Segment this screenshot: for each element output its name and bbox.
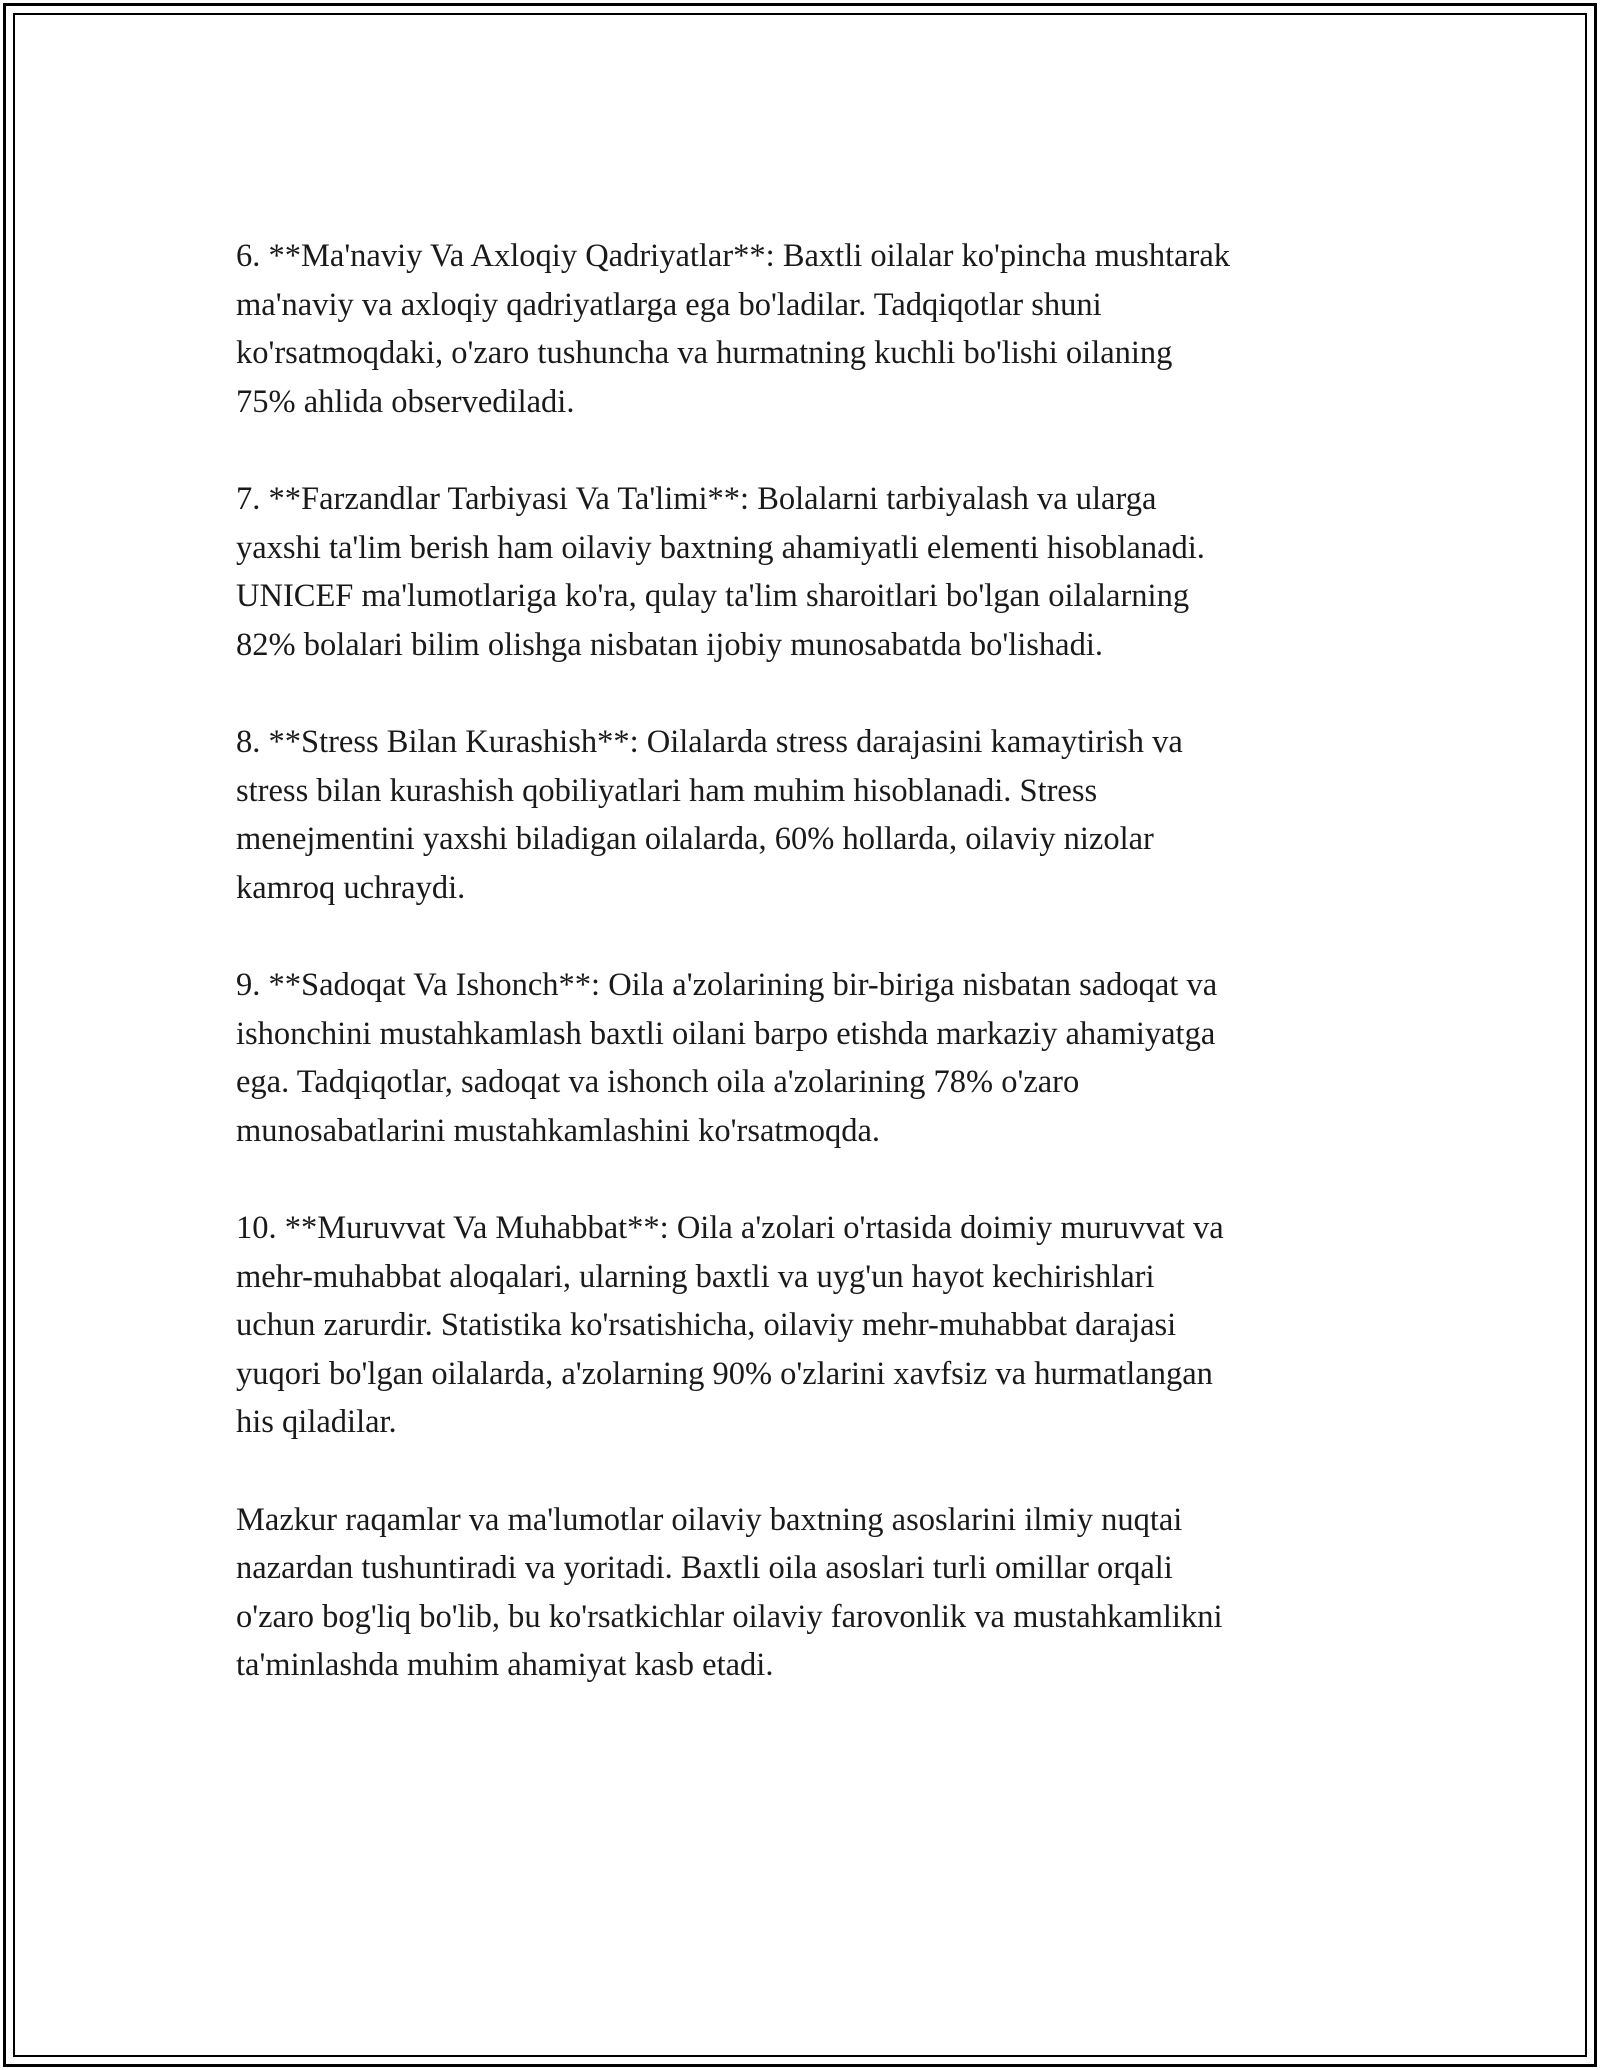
paragraph-item-6: 6. **Ma'naviy Va Axloqiy Qadriyatlar**: Baxtli oilalar ko'pincha mushtarak ma'naviy va axloqiy qadriyatlarga ega bo'ladilar. Tadqiqotlar shuni ko'rsatmoqdaki, o'zaro tushuncha va hurmatning kuchli bo'lishi oilaning 75% ahlida observediladi.	[236, 238, 1231, 420]
paragraph-item-10: 10. **Muruvvat Va Muhabbat**: Oila a'zolari o'rtasida doimiy muruvvat va mehr-muhabbat aloqalari, ularning baxtli va uyg'un hayot kechirishlari uchun zarurdir. Statistika ko'rsatishicha, oilaviy mehr-muhabbat darajasi yuqori bo'lgan oilalarda, a'zolarning 90% o'zlarini xavfsiz va hurmatlangan his qiladilar.	[236, 1210, 1224, 1440]
paragraph-conclusion: Mazkur raqamlar va ma'lumotlar oilaviy baxtning asoslarini ilmiy nuqtai nazardan tushuntiradi va yoritadi. Baxtli oila asoslari turli omillar orqali o'zaro bog'liq bo'lib, bu ko'rsatkichlar oilaviy farovonlik va mustahkamlikni ta'minlashda muhim ahamiyat kasb etadi.	[236, 1501, 1223, 1683]
paragraph-item-9: 9. **Sadoqat Va Ishonch**: Oila a'zolarining bir-biriga nisbatan sadoqat va ishonchini mustahkamlash baxtli oilani barpo etishda markaziy ahamiyatga ega. Tadqiqotlar, sadoqat va ishonch oila a'zolarining 78% o'zaro munosabatlarini mustahkamlashini ko'rsatmoqda.	[236, 967, 1218, 1149]
paragraph-item-8: 8. **Stress Bilan Kurashish**: Oilalarda stress darajasini kamaytirish va stress bilan kurashish qobiliyatlari ham muhim hisoblanadi. Stress menejmentini yaxshi biladigan oilalarda, 60% hollarda, oilaviy nizolar kamroq uchraydi.	[236, 724, 1183, 906]
paragraph-item-7: 7. **Farzandlar Tarbiyasi Va Ta'limi**: Bolalarni tarbiyalash va ularga yaxshi ta'lim berish ham oilaviy baxtning ahamiyatli elementi hisoblanadi. UNICEF ma'lumotlariga ko'ra, qulay ta'lim sharoitlari bo'lgan oilalarning 82% bolalari bilim olishga nisbatan ijobiy munosabatda bo'lishadi.	[236, 481, 1205, 663]
document-body	[236, 232, 1386, 1739]
